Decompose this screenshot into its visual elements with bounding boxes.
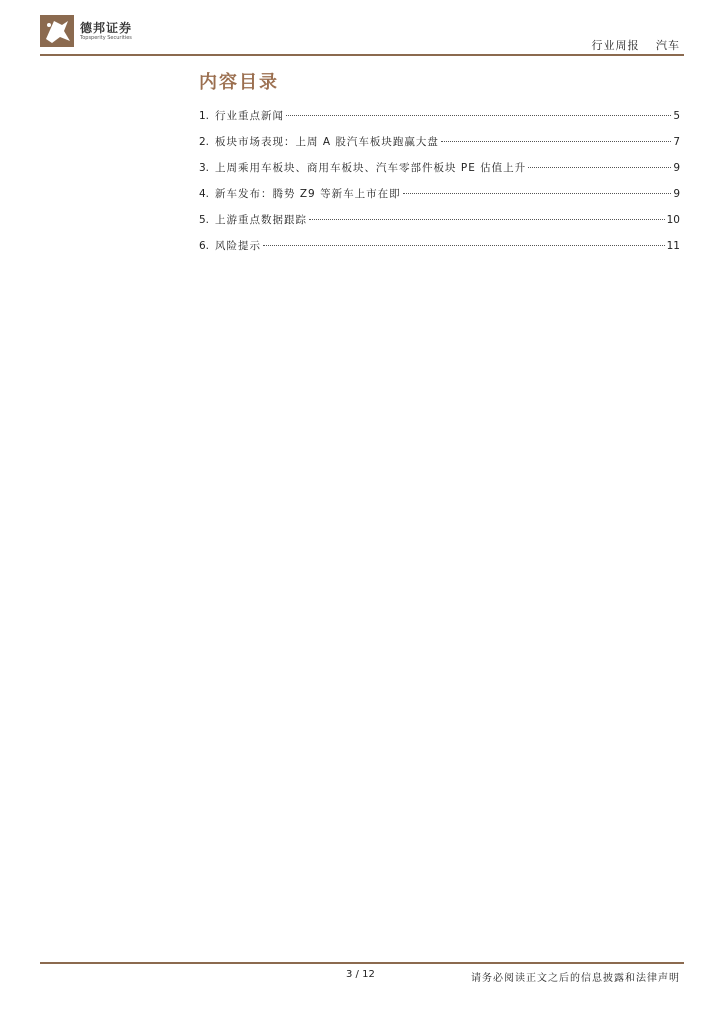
toc-item-page: 7: [673, 136, 680, 148]
toc-item[interactable]: [199, 212, 680, 238]
toc-item-number: 2.: [199, 136, 210, 148]
footer-divider: [40, 962, 684, 964]
toc-item-text: 板块市场表现：上周 A 股汽车板块跑赢大盘: [215, 136, 439, 148]
toc-item[interactable]: [199, 160, 680, 186]
toc-item-number: 5.: [199, 214, 210, 226]
header-tags: [592, 37, 681, 53]
toc-item-page: 11: [666, 240, 680, 252]
legal-disclaimer: 请务必阅读正文之后的信息披露和法律声明: [471, 973, 680, 984]
toc-title: 内容目录: [199, 72, 279, 93]
toc-item-page: 10: [666, 214, 680, 226]
toc-leader-dots: [528, 167, 671, 168]
brand-name-en: Topsperity Securities: [80, 35, 132, 41]
header-tag-report-type: 行业周报: [591, 39, 640, 52]
toc-leader-dots: [263, 245, 665, 246]
toc-leader-dots: [286, 115, 671, 116]
toc-item-text: 行业重点新闻: [215, 110, 285, 122]
toc-leader-dots: [403, 193, 672, 194]
brand-name-cn: 德邦证券: [80, 21, 133, 35]
toc-item[interactable]: [199, 238, 680, 264]
topsperity-logo-icon: [40, 15, 74, 47]
toc-item-text: 新车发布：腾势 Z9 等新车上市在即: [215, 188, 401, 200]
toc-item[interactable]: [199, 108, 680, 134]
toc-item-number: 6.: [199, 240, 210, 252]
toc-item-number: 4.: [199, 188, 210, 200]
header-tag-industry: 汽车: [656, 39, 680, 52]
toc-item-text: 上周乘用车板块、商用车板块、汽车零部件板块 PE 估值上升: [215, 162, 527, 174]
toc-item-text: 上游重点数据跟踪: [215, 214, 308, 226]
toc-item[interactable]: [199, 186, 680, 212]
toc-leader-dots: [441, 141, 671, 142]
toc-item-number: 3.: [199, 162, 210, 174]
brand-logo: [40, 15, 160, 51]
toc-item-page: 9: [673, 162, 680, 174]
toc-item-page: 9: [673, 188, 680, 200]
table-of-contents: [199, 108, 680, 264]
toc-item[interactable]: [199, 134, 680, 160]
toc-item-page: 5: [673, 110, 680, 122]
toc-item-number: 1.: [199, 110, 210, 122]
toc-leader-dots: [309, 219, 665, 220]
toc-item-text: 风险提示: [215, 240, 262, 252]
header-divider: [40, 54, 684, 56]
page-number: 3 / 12: [346, 969, 375, 980]
